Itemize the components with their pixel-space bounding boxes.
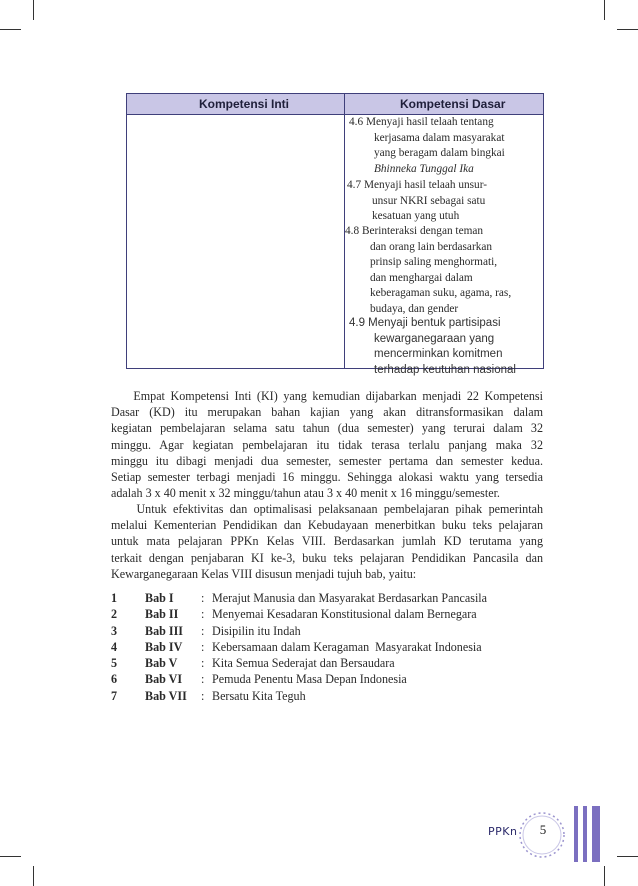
chapter-bab: Bab II [145, 607, 179, 622]
chapter-bab: Bab VII [145, 688, 187, 703]
chapter-title: Bersatu Kita Teguh [212, 688, 306, 703]
kd-line: unsur NKRI sebagai satu [372, 194, 486, 207]
chapter-title: Menyemai Kesadaran Konstitusional dalam Bernegara [212, 607, 477, 622]
decor-bar [583, 806, 587, 862]
kd-line: keberagaman suku, agama, ras, [370, 287, 512, 300]
kd-item-4-8 [345, 224, 511, 318]
kd-line: prinsip saling menghormati, [370, 256, 498, 269]
paragraph-line: minggu itu dibagi menjadi dua semester, semester pertama dan semester kedua. [111, 453, 543, 468]
crop-mark [33, 0, 34, 20]
chapter-number: 3 [111, 623, 118, 638]
kd-line: dan menghargai dalam [370, 271, 473, 284]
crop-mark [33, 866, 34, 886]
decor-bar [574, 806, 578, 862]
paragraph-line: Untuk efektivitas dan optimalisasi pelaksanaan pembelajaran pihak pemerintah [111, 502, 543, 516]
chapter-number: 6 [111, 672, 118, 687]
kd-line: dan orang lain berdasarkan [370, 240, 493, 253]
paragraph-time-allocation [111, 388, 543, 501]
paragraph-line: Empat Kompetensi Inti (KI) yang kemudian dijabarkan menjadi 22 Kompetensi [111, 389, 543, 403]
chapter-bab: Bab I [145, 591, 174, 605]
chapter-bab: Bab V [145, 656, 178, 671]
chapter-bab: Bab III [145, 623, 183, 638]
chapter-title: Merajut Manusia dan Masyarakat Berdasarkan Pancasila [212, 591, 488, 605]
crop-mark [604, 866, 605, 886]
chapter-title: Kebersamaan dalam Keragaman Masyarakat Indonesia [212, 639, 482, 654]
kd-line: mencerminkan komitmen [374, 348, 503, 361]
kd-line: Bhinneka Tunggal Ika [374, 162, 474, 175]
chapter-title: Disipilin itu Indah [212, 623, 301, 638]
crop-mark [0, 29, 21, 30]
chapter-colon: : [201, 672, 205, 687]
chapter-number: 2 [111, 607, 118, 622]
header-kompetensi-dasar: Kompetensi Dasar [400, 97, 506, 111]
kd-line: kerjasama dalam masyarakat [374, 131, 505, 144]
paragraph-line: untuk mata pelajaran PPKn Kelas VIII. Berdasarkan jumlah KD terutama yang [111, 534, 543, 549]
chapter-colon: : [201, 591, 205, 605]
decor-bar [592, 806, 600, 862]
kd-line: 4.9 Menyaji bentuk partisipasi [349, 317, 501, 329]
paragraph-line: adalah 3 x 40 menit x 32 minggu/tahun atau 3 x 40 menit x 16 minggu/semester. [111, 486, 500, 501]
kd-line: yang beragam dalam bingkai [374, 147, 505, 160]
header-kompetensi-inti: Kompetensi Inti [199, 97, 290, 111]
chapter-number: 7 [111, 688, 118, 703]
footer-subject-label: PPKn [488, 825, 518, 838]
kd-line: 4.7 Menyaji hasil telaah unsur- [347, 179, 488, 191]
chapter-colon: : [201, 639, 205, 654]
kd-line: budaya, dan gender [370, 302, 459, 315]
paragraph-textbook [111, 501, 543, 582]
table-header [127, 94, 543, 115]
chapter-colon: : [201, 607, 205, 622]
paragraph-line: terkait dengan penjabaran KI ke-3, buku teks pelajaran Pendidikan Pancasila dan [111, 550, 543, 565]
paragraph-line: kegiatan pembelajaran selama satu tahun (dua semester) yang terurai dalam 32 [111, 421, 543, 436]
chapter-bab: Bab IV [145, 639, 183, 654]
crop-mark [617, 29, 638, 30]
chapter-number: 1 [111, 591, 118, 605]
crop-mark [604, 0, 605, 20]
paragraph-line: Kewarganegaraan Kelas VIII disusun menjadi tujuh bab, yaitu: [111, 566, 417, 581]
chapter-title: Kita Semua Sederajat dan Bersaudara [212, 656, 395, 671]
kd-line: kesatuan yang utuh [372, 210, 460, 223]
competency-table [126, 93, 544, 376]
chapter-colon: : [201, 656, 205, 671]
paragraph-line: minggu. Agar kegiatan pembelajaran itu tidak terasa terlalu panjang maka 32 [111, 437, 543, 452]
paragraph-line: Dasar (KD) itu merupakan bahan kajian yang akan ditransformasikan dalam [111, 405, 543, 420]
kd-line: terhadap keutuhan nasional [374, 363, 516, 376]
chapter-colon: : [201, 623, 205, 638]
chapter-number: 4 [111, 639, 118, 654]
kd-line: 4.8 Berinteraksi dengan teman [345, 225, 484, 237]
paragraph-line: melalui Kementerian Pendidikan dan Kebudayaan menerbitkan buku teks pelajaran [111, 518, 543, 533]
chapter-colon: : [201, 688, 205, 703]
crop-mark [0, 856, 21, 857]
chapter-number: 5 [111, 656, 118, 671]
kd-item-4-6 [349, 115, 505, 177]
kd-item-4-7 [347, 178, 487, 225]
kd-item-4-9 [349, 316, 516, 378]
page-number: 5 [539, 822, 547, 837]
chapter-title: Pemuda Penentu Masa Depan Indonesia [212, 672, 407, 687]
kd-line: kewarganegaraan yang [374, 332, 495, 345]
crop-mark [617, 856, 638, 857]
chapter-bab: Bab VI [145, 672, 183, 687]
kd-line: 4.6 Menyaji hasil telaah tentang [349, 116, 494, 128]
paragraph-line: Setiap semester terbagi menjadi 16 minggu. Sehingga alokasi waktu yang tersedia [111, 469, 543, 484]
